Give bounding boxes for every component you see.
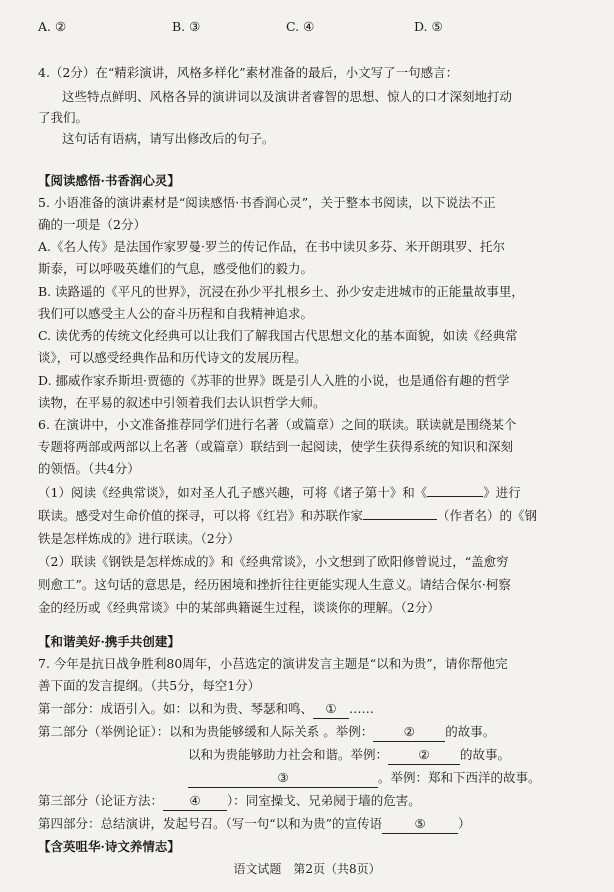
q7-part3-text: 第三部分（论证方法： [38,793,164,808]
q6-part1-text-d: （作者名）的《钢 [437,508,538,523]
q7-line-1: 7. 今年是抗日战争胜利80周年，小莒选定的演讲发言主题是“以和为贵”，请你帮他完 [38,656,508,671]
q5-option-b-line-1: B. 读路遥的《平凡的世界》，沉浸在孙少平扎根乡土、孙少安走进城市的正能量故事里， [38,284,524,299]
section-heading-poetry: 【含英咀华·诗文养情志】 [38,839,180,854]
q6-part2-line-2: 则愈工”。这句话的意思是，经历困境和挫折往往更能实现人生意义。请结合保尔·柯察 [38,577,511,592]
q4-task: 这句话有语病，请写出修改后的句子。 [62,131,275,146]
q7-line-2: 善下面的发言提纲。（共5分，每空1分） [38,678,261,693]
page-footer: 语文试题 第2页（共8页） [233,862,381,876]
q4-quote-1: 这些特点鲜明、风格各异的演讲词以及演讲者睿智的思想、惊人的口才深刻地打动 [62,89,513,104]
q6-part1-line-2 [38,507,537,525]
q5-line-1: 5. 小语准备的演讲素材是“阅读感悟·书香润心灵”，关于整本书阅读，以下说法不正 [38,195,496,210]
q7-part-2b [188,746,510,765]
q4-stem: 4.（2分）在“精彩演讲，风格多样化”素材准备的最后，小文写了一句感言： [38,65,459,80]
option-c: C. ④ [286,19,315,34]
q6-part2-line-3: 金的经历或《经典常谈》中的某部典籍诞生过程，谈谈你的理解。（2分） [38,600,440,615]
q7-part2b-end: 的故事。 [460,747,511,762]
q6-part1-line-3: 铁是怎样炼成的》进行联读。（2分） [38,531,240,546]
q4-quote-2: 了我们。 [38,110,89,125]
q5-option-d-line-1: D. 挪威作家乔斯坦·贾德的《苏菲的世界》既是引人入胜的小说，也是通俗有趣的哲学 [38,373,510,388]
q6-line-3: 的领悟。（共4分） [38,461,140,476]
q5-option-c-line-1: C. 读优秀的传统文化经典可以让我们了解我国古代思想文化的基本面貌，如读《经典常 [38,328,518,343]
answer-blank[interactable] [427,496,483,497]
q6-part1-text-c: 联读。感受对生命价值的探寻，可以将《红岩》和苏联作家 [38,508,364,523]
q5-option-c-line-2: 谈》，可以感受经典作品和历代诗文的发展历程。 [38,350,307,365]
option-a: A. ② [38,19,67,34]
q7-part1-text: 第一部分：成语引入。如：以和为贵、琴瑟和鸣、 [38,701,314,716]
q5-line-2: 确的一项是（2分） [38,217,146,232]
answer-blank[interactable]: ⑤ [382,815,458,834]
q5-option-d-line-2: 读物，在平易的叙述中引领着我们去认识哲学大师。 [38,395,326,410]
q7-part2-end: 的故事。 [445,724,496,739]
q7-part-1 [38,700,374,719]
q5-option-a-line-1: A.《名人传》是法国作家罗曼·罗兰的传记作品，在书中读贝多芬、米开朗琪罗、托尔 [38,239,505,254]
q7-part2-text: 第二部分（举例论证）：以和为贵能够缓和人际关系 。举例： [38,724,374,739]
q6-part1-text-a: （1）阅读《经典常谈》，如对圣人孔子感兴趣，可将《诸子第十》和《 [38,485,428,500]
q6-line-1: 6. 在演讲中，小文准备推荐同学们进行名著（或篇章）之间的联读。联读就是围绕某个 [38,417,517,432]
option-d: D. ⑤ [414,19,443,34]
q7-part1-end: …… [349,701,375,716]
q7-part-2 [38,723,495,742]
q6-part1-line-1 [38,484,521,502]
q5-option-b-line-2: 我们可以感受主人公的奋斗历程和自我精神追求。 [38,306,314,321]
q7-part2b-text: 以和为贵能够助力社会和谐。举例： [188,747,389,762]
q7-part4-text: 第四部分：总结演讲，发起号召。（写一句“以和为贵”的宣传语 [38,816,383,831]
answer-blank[interactable]: ② [373,723,445,742]
section-heading-harmony: 【和谐美好·携手共创建】 [38,634,180,649]
q6-part2-line-1: （2）联读《钢铁是怎样炼成的》和《经典常谈》，小文想到了欧阳修曾说过，“盖愈穷 [38,554,509,569]
answer-blank[interactable]: ① [313,700,349,719]
q6-line-2: 专题将两部或两部以上名著（或篇章）联结到一起阅读，使学生获得系统的知识和深刻 [38,439,514,454]
q7-part3-end: ）：同室操戈、兄弟阋于墙的危害。 [227,793,421,808]
q5-option-a-line-2: 斯泰，可以呼吸英雄们的气息，感受他们的毅力。 [38,261,314,276]
q7-part-2c [188,769,541,788]
answer-blank[interactable] [363,519,437,520]
answer-blank[interactable]: ③ [188,769,378,788]
q7-part-4 [38,815,471,834]
option-b: B. ③ [172,19,201,34]
q7-part2c-end: 。举例：郑和下西洋的故事。 [378,770,541,785]
q7-part4-end: ） [458,816,471,831]
section-heading-reading: 【阅读感悟·书香润心灵】 [38,173,180,188]
q7-part-3 [38,792,421,811]
q6-part1-text-b: 》进行 [483,485,521,500]
answer-blank[interactable]: ④ [163,792,227,811]
answer-blank[interactable]: ② [388,746,460,765]
